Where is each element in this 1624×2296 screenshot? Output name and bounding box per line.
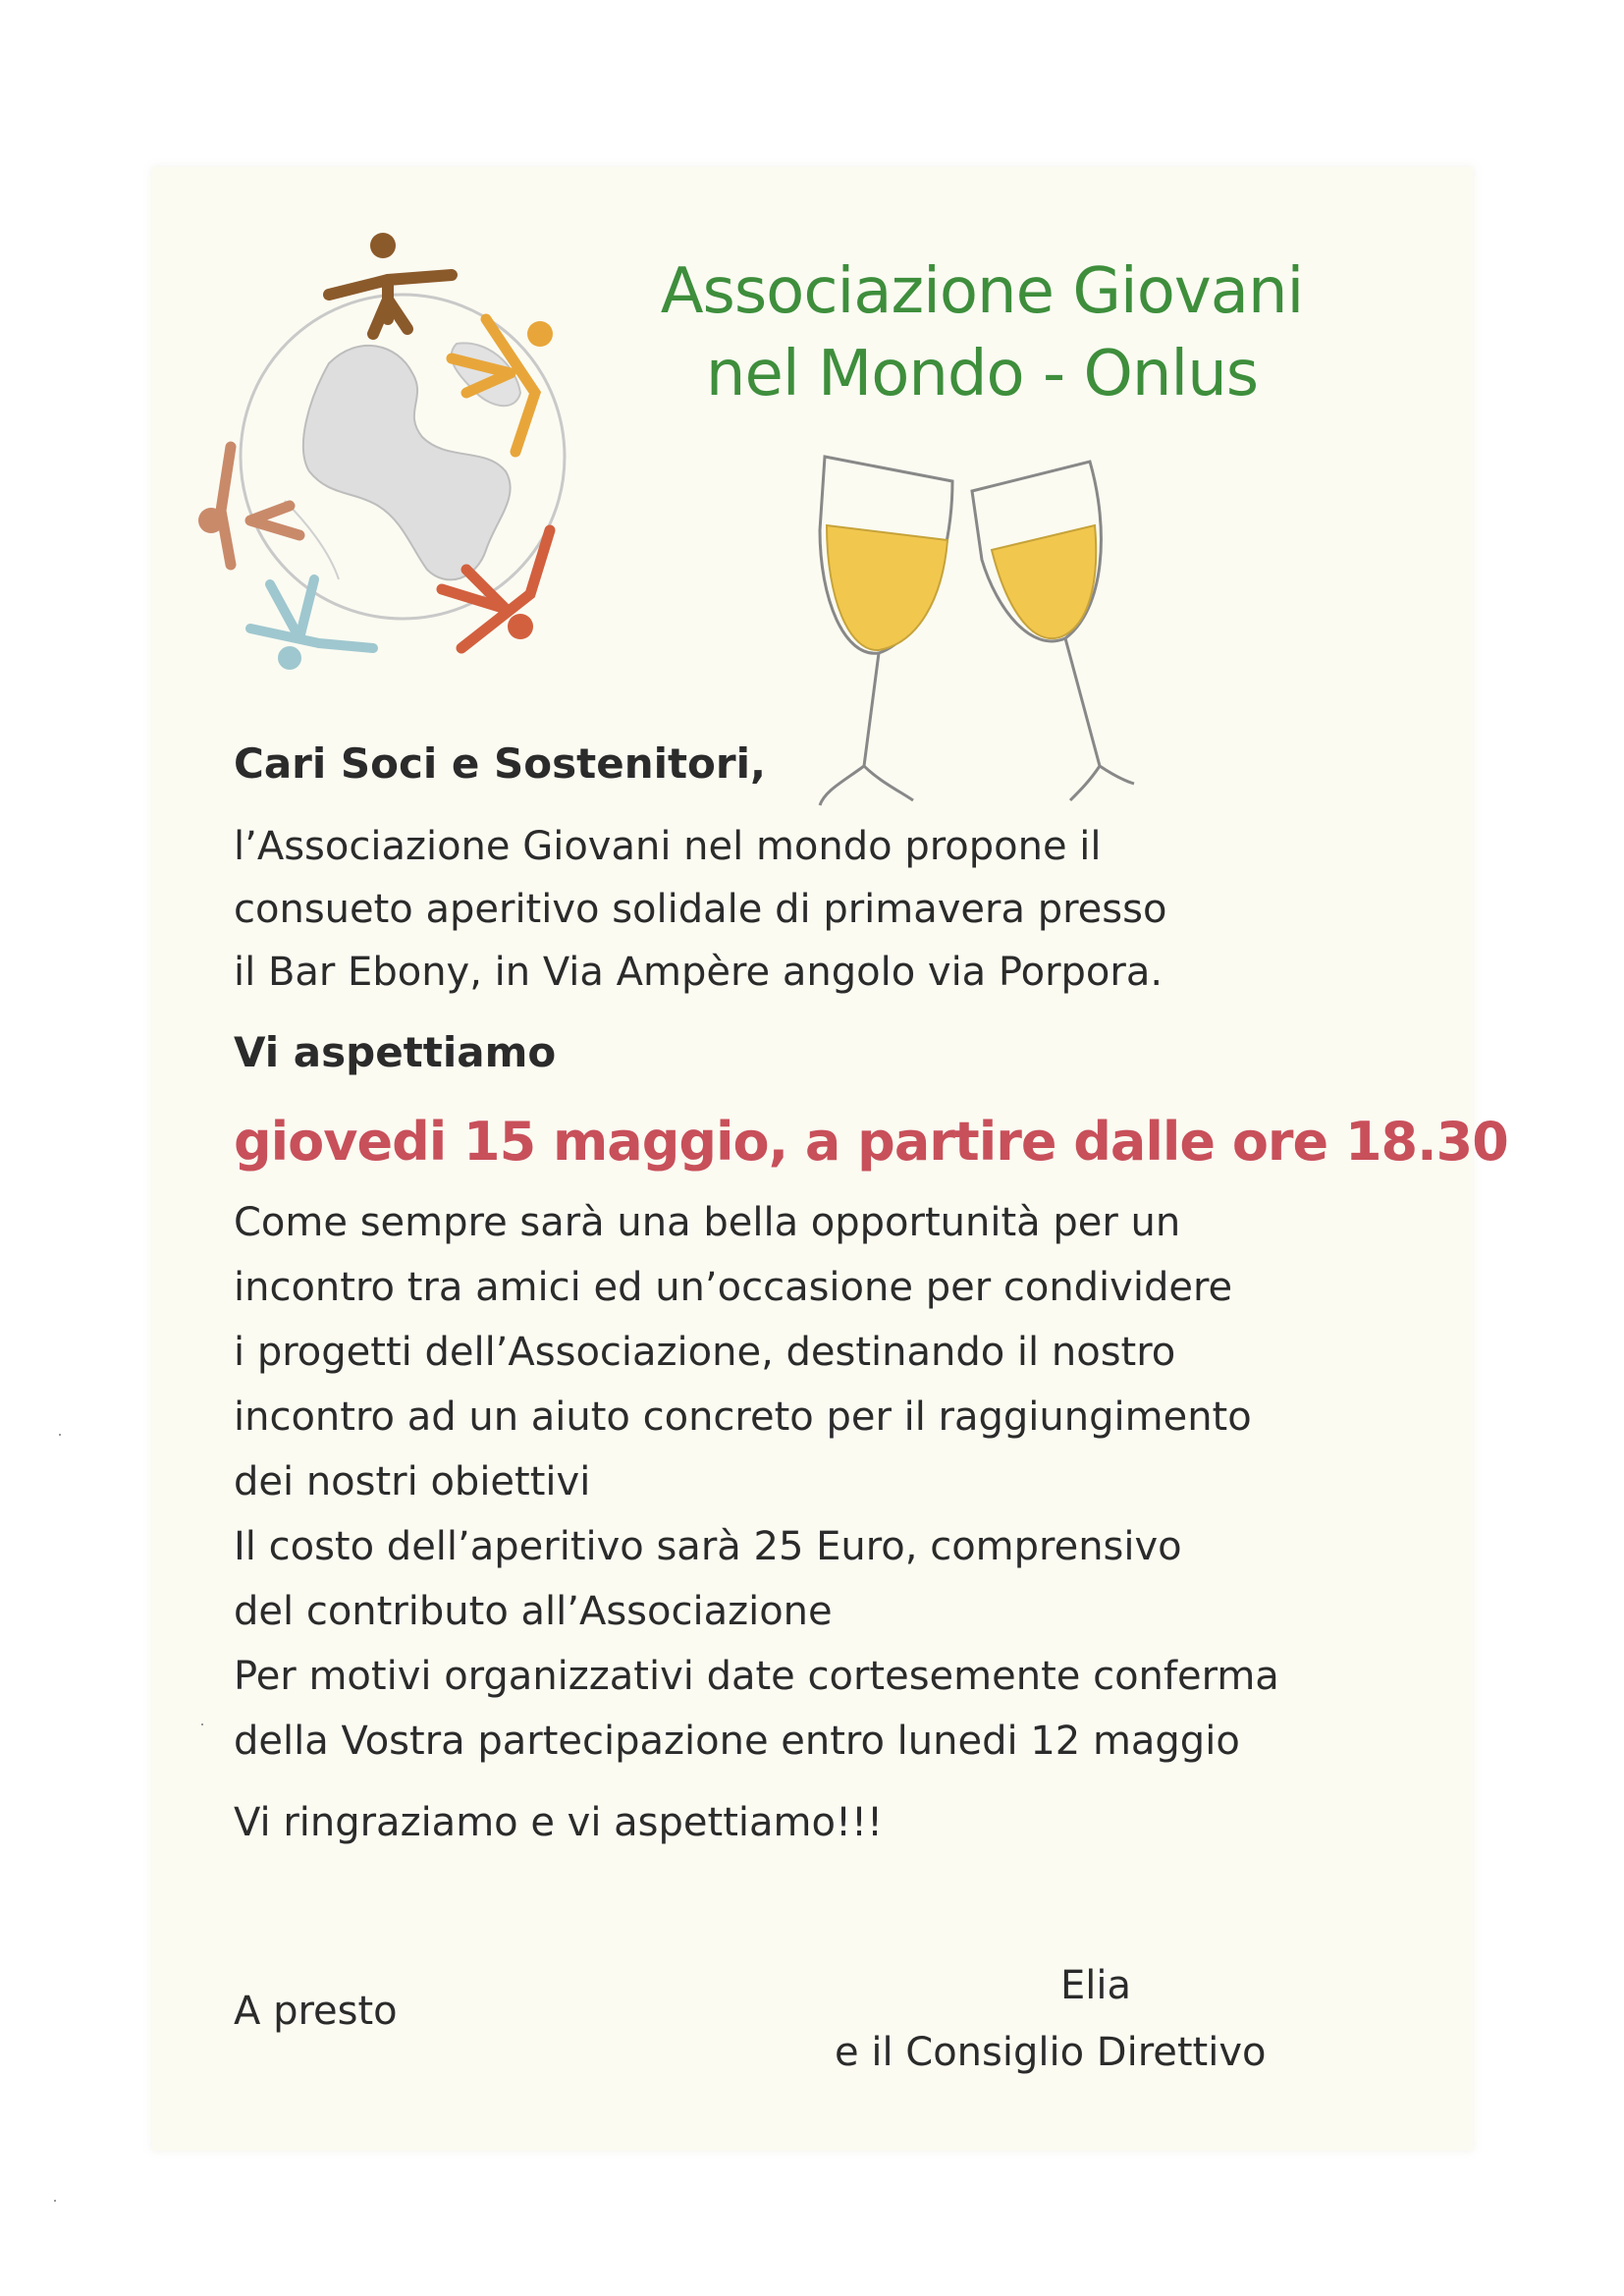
thanks-line: Vi ringraziamo e vi aspettiamo!!! (234, 1800, 884, 1845)
scan-speck (54, 2200, 56, 2202)
details-line: i progetti dell’Associazione, destinando il nostro (234, 1330, 1176, 1375)
letter-body (234, 735, 1508, 1854)
details-line: del contributo all’Associazione (234, 1589, 833, 1634)
signature-name: Elia (1060, 1963, 1132, 2008)
title-line-1: Associazione Giovani (660, 255, 1304, 328)
intro-line: il Bar Ebony, in Via Ampère angolo via Porpora. (234, 950, 1164, 995)
details-line: incontro tra amici ed un’occasione per condividere (234, 1265, 1233, 1310)
details-line: Il costo dell’aperitivo sarà 25 Euro, comprensivo (234, 1524, 1182, 1569)
invite-heading: Vi aspettiamo (234, 1028, 557, 1076)
association-title (589, 250, 1375, 415)
details-paragraph (234, 1190, 1441, 1774)
details-line: Come sempre sarà una bella opportunità per un (234, 1200, 1181, 1245)
intro-paragraph (234, 815, 1441, 1004)
details-line: dei nostri obiettivi (234, 1459, 591, 1504)
scan-speck (59, 1434, 61, 1436)
details-line: incontro ad un aiuto concreto per il raggiungimento (234, 1394, 1252, 1440)
details-line: Per motivi organizzativi date cortesemente conferma (234, 1654, 1279, 1699)
intro-line: l’Associazione Giovani nel mondo propone il (234, 824, 1102, 869)
title-line-2: nel Mondo - Onlus (705, 338, 1259, 410)
intro-line: consueto aperitivo solidale di primavera presso (234, 887, 1167, 932)
event-date: giovedi 15 maggio, a partire dalle ore 18.30 (234, 1111, 1508, 1173)
scan-speck (201, 1723, 203, 1725)
details-line: della Vostra partecipazione entro lunedi 12 maggio (234, 1719, 1240, 1764)
signature-board: e il Consiglio Direttivo (835, 2030, 1267, 2075)
farewell: A presto (234, 1989, 398, 2034)
globe-with-people-icon (191, 226, 623, 678)
greeting: Cari Soci e Sostenitori, (234, 739, 766, 788)
